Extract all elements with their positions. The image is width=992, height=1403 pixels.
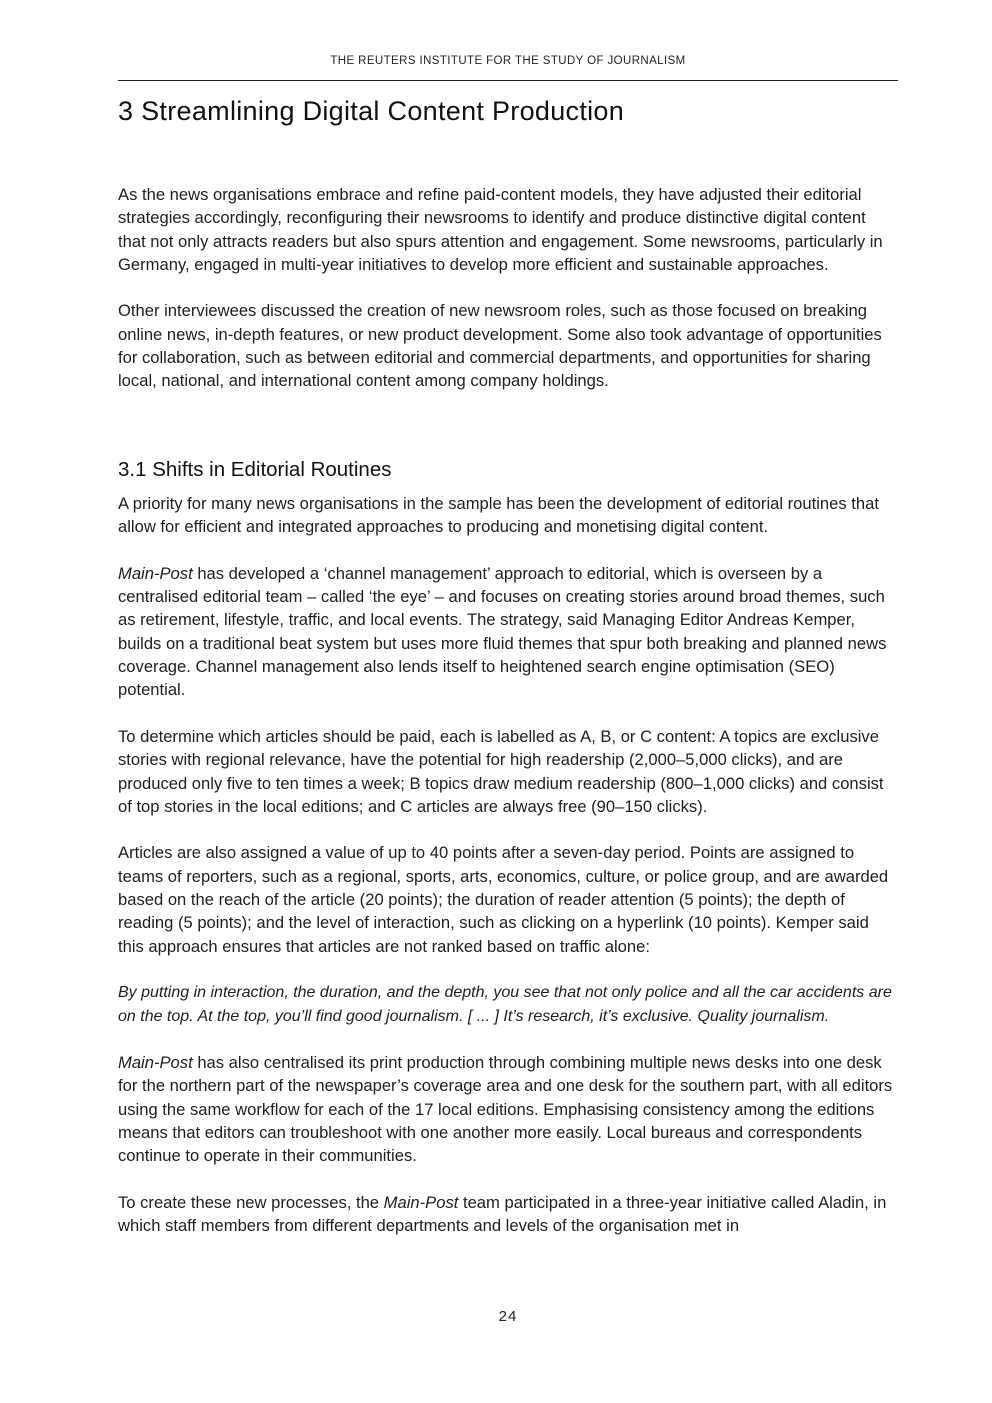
running-header: THE REUTERS INSTITUTE FOR THE STUDY OF JOURNALISM	[330, 55, 686, 67]
paragraph-content-labels: To determine which articles should be paid, each is labelled as A, B, or C content: A topics are exclusive stories with regional relevance, have the potential for high readership (2,000–5,000 clicks), and are produced only five to ten times a week; B topics draw medium readership (800–1,000 clicks) and consist of top stories in the local editions; and C articles are always free (90–150 clicks).	[118, 726, 884, 816]
publication-name: Main-Post	[118, 1053, 193, 1073]
paragraph-priority: A priority for many news organisations in the sample has been the development of editorial routines that allow for efficient and integrated approaches to producing and monetising digital content.	[118, 494, 879, 537]
paragraph-points: Articles are also assigned a value of up to 40 points after a seven-day period. Points are assigned to teams of reporters, such as a regional, sports, arts, economics, culture, or police group, and are awarded based on the reach of the article (20 points); the duration of reader attention (5 points); the depth of reading (5 points); and the level of interaction, such as clicking on a hyperlink (10 points). Kemper said this approach ensures that articles are not ranked based on traffic alone:	[118, 843, 889, 956]
section-3-1	[118, 447, 898, 1238]
header-rule	[118, 80, 898, 81]
publication-name: Main-Post	[118, 563, 193, 583]
intro-paragraph-1: As the news organisations embrace and refine paid-content models, they have adjusted their editorial strategies accordingly, reconfiguring their newsrooms to identify and produce distinctive digital content that not only attracts readers but also spurs attention and engagement. Some newsrooms, particularly in Germany, engaged in multi-year initiatives to develop more efficient and sustainable approaches.	[118, 185, 883, 274]
paragraph-channel-management: Main-Post has developed a ‘channel management’ approach to editorial, which is overseen by a centralised editorial team – called ‘the eye’ – and focuses on creating stories around broad themes, such as retirement, lifestyle, traffic, and local events. The strategy, said Managing Editor Andreas Kemper, builds on a traditional beat system but uses more fluid themes that spur both breaking and planned news coverage. Channel management also lends itself to heightened search engine optimisation (SEO) potential.	[118, 563, 887, 700]
paragraph-aladin: To create these new processes, the Main-Post team participated in a three-year initiative called Aladin, in which staff members from different departments and levels of the organisation met in	[118, 1192, 887, 1236]
intro-text	[118, 183, 898, 393]
paragraph-print-production: Main-Post has also centralised its print production through combining multiple news desks into one desk for the northern part of the newspaper’s coverage area and one desk for the southern part, with all editors using the same workflow for each of the 17 local editions. Emphasising consistency among the editions means that editors can troubleshoot with one another more easily. Local bureaus and correspondents continue to operate in their communities.	[118, 1053, 893, 1166]
intro-paragraph-2: Other interviewees discussed the creation of new newsroom roles, such as those focused on breaking online news, in-depth features, or new product development. Some also took advantage of opportunities for collaboration, such as between editorial and commercial departments, and opportunities for sharing local, national, and international content among company holdings.	[118, 301, 882, 391]
section-title: 3.1 Shifts in Editorial Routines	[118, 458, 392, 481]
publication-name: Main-Post	[383, 1192, 459, 1212]
chapter-title: 3 Streamlining Digital Content Production	[118, 96, 625, 126]
page-number: 24	[498, 1308, 518, 1325]
block-quote: By putting in interaction, the duration, and the depth, you see that not only police and all the car accidents are on the top. At the top, you’ll find good journalism. [ ... ] It’s research, it’s exclusive. Quality journalism.	[118, 984, 892, 1025]
